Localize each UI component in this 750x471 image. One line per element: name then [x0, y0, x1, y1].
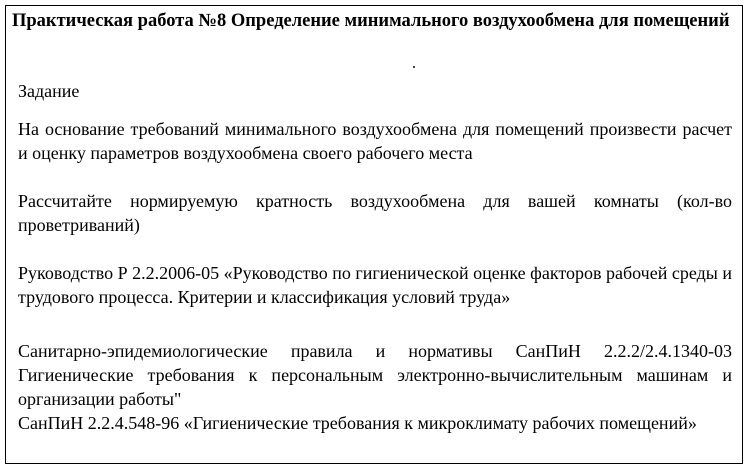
task-description: На основание требований минимального воздухообмена для помещений произвести расчет и оценку параметров воздухообмена своего рабочего места: [18, 119, 732, 163]
reference-sanpin-pc: Санитарно-эпидемиологические правила и нормативы СанПиН 2.2.2/2.4.1340-03 Гигиенические требования к персональным электронно-вычислительным машинам и организации работы": [18, 341, 732, 409]
reference-guide: Руководство Р 2.2.2006-05 «Руководство по гигиенической оценке факторов рабочей среды и трудового процесса. Критерии и классификация условий труда»: [18, 263, 732, 307]
reference-sanpin-microclimate: СанПиН 2.2.4.548-96 «Гигиенические требования к микроклимату рабочих помещений»: [18, 413, 697, 433]
document-title: Практическая работа №8 Определение минимального воздухообмена для помещений: [12, 11, 730, 31]
task-instruction: Рассчитайте нормируемую кратность воздухообмена для вашей комнаты (кол-во проветриваний): [18, 191, 732, 235]
stray-dot: [413, 66, 415, 68]
task-label: Задание: [18, 81, 80, 101]
